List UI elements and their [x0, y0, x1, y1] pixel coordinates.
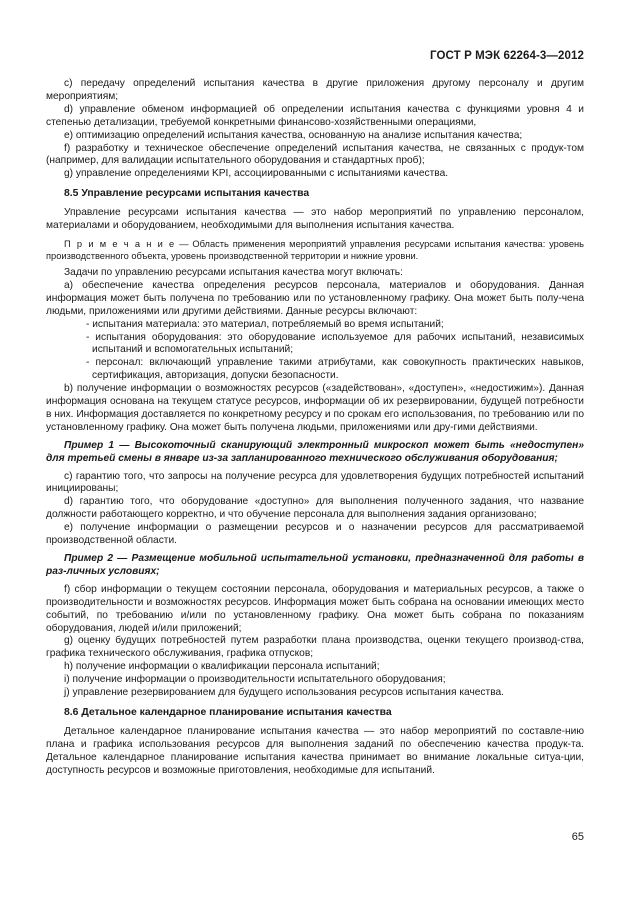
dash-item-materials: - испытания материала: это материал, потребляемый во время испытаний; [86, 318, 444, 330]
list-item-c2: c) гарантию того, что запросы на получение ресурса для удовлетворения будущих потребностей испытаний инициированы; [46, 470, 584, 495]
page-number: 65 [571, 831, 584, 843]
list-item-c: c) передачу определений испытания качества в другие приложения другому персоналу и другим мероприятиям; [46, 78, 584, 102]
dash-item-equipment: - испытания оборудования: это оборудование используемое для рабочих испытаний, независимых испытаний и вспомогательных испытаний; [86, 331, 584, 356]
note-label: П р и м е ч а н и е [64, 238, 176, 249]
document-code: ГОСТ Р МЭК 62264-3—2012 [430, 50, 584, 62]
list-item-g2: g) оценку будущих потребностей путем разработки плана производства, оценки текущего производ-ства, графика технического обслуживания, графика отпусков; [46, 635, 584, 660]
list-item-h: h) получение информации о квалификации персонала испытаний; [64, 661, 380, 673]
example-1: Пример 1 — Высокоточный сканирующий электронный микроскоп может быть «недоступен» для третьей смены в январе из-за запланированного технического обслуживания оборудования; [46, 439, 584, 464]
tasks-intro: Задачи по управлению ресурсами испытания качества могут включать: [64, 266, 403, 278]
note-text: — Область применения мероприятий управления ресурсами испытания качества: уровень производственного объекта, уровень производственной территории и нижние уровни. [46, 238, 585, 261]
list-item-e: e) оптимизацию определений испытания качества, основанную на анализе испытания качества; [64, 129, 523, 141]
list-item-j: j) управление резервированием для будущего использования ресурсов испытания качества. [64, 687, 504, 699]
section-heading-8-6: 8.6 Детальное календарное планирование испытания качества [64, 706, 392, 718]
note-paragraph [46, 238, 584, 262]
page-body [46, 78, 584, 778]
dash-item-personnel: - персонал: включающий управление такими атрибутами, как совокупность практических навыков, сертификация, авторизация, допуски безопасности. [86, 357, 584, 382]
list-item-f: f) разработку и техническое обеспечение определений испытания качества, не связанных с продук-том (например, для валидации испытательного оборудования и стандартных проб); [46, 142, 584, 167]
list-item-d2: d) гарантию того, что оборудование «доступно» для выполнения полученного задания, что название должности работающего корректно, и что обучение персонала для выполнения задания организовано; [46, 496, 584, 521]
list-item-g: g) управление определениями KPI, ассоциированными с испытаниями качества. [64, 168, 449, 180]
example-2: Пример 2 — Размещение мобильной испытательной установки, предназначенной для работы в раз-личных условиях; [46, 553, 584, 577]
list-item-f2: f) сбор информации о текущем состоянии персонала, оборудования и материальных ресурсов, а также о производительности и возможностях ресурсов. Информация может быть собрана на основании имеющих место событий, по требованию и/или по установленному графику. Она может быть собрана по показаниям оборудования, людей и/или приложений; [46, 583, 584, 634]
section-heading-8-5: 8.5 Управление ресурсами испытания качества [64, 188, 310, 200]
list-item-b: b) получение информации о возможностях ресурсов («задействован», «доступен», «недостижим»). Данная информация основана на текущем статусе ресурсов, информации об их резервировании, будущей потребности в них. Информация доставляется по конкретному ресурсу и по срокам его использования, по требованию или по установленному графику. Она может быть получена людьми, приложениями или дру-гими действиями. [46, 383, 584, 433]
section-intro-paragraph: Управление ресурсами испытания качества — это набор мероприятий по управлению персоналом, материалами и оборудованием, необходимыми для выполнения испытания качества. [46, 207, 584, 232]
list-item-a: a) обеспечение качества определения ресурсов персонала, материалов и оборудования. Данная информация может быть получена по требованию или по установленному графику. Она может быть полу-чена людьми, приложениями или другими действиями. Данные ресурсы включают: [46, 279, 584, 317]
list-item-e2: e) получение информации о размещении ресурсов и о назначении ресурсов для рассматриваемой производственной области. [46, 522, 584, 547]
section-8-6-paragraph: Детальное календарное планирование испытания качества — это набор мероприятий по составле-нию плана и графика использования ресурсов для выполнения заданий по обеспечению качества продук-та. Детальное календарное планирование испытания качества принимает во внимание локальные ситуа-ции, доступность ресурсов и возможные приготовления, необходимые для испытаний. [46, 725, 584, 776]
list-item-d: d) управление обменом информацией об определении испытания качества с функциями уровня 4 и степенью детализации, требуемой конкретными финансово-хозяйственными операциями, [46, 103, 584, 128]
list-item-i: i) получение информации о производительности испытательного оборудования; [64, 674, 446, 686]
